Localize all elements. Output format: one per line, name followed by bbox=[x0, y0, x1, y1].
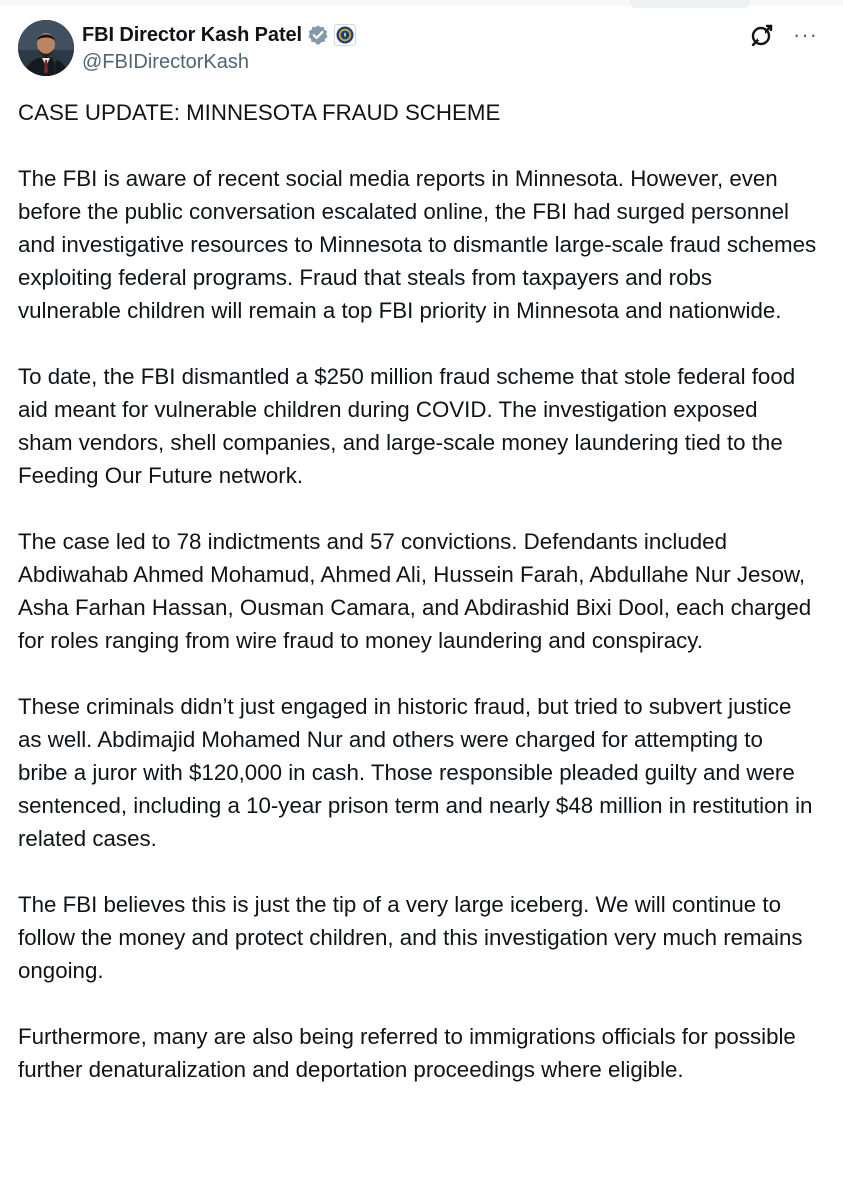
post-paragraph: To date, the FBI dismantled a $250 million fraud scheme that stole federal food aid meant for vulnerable children during COVID. The investigation exposed sham vendors, shell companies, and large-scale money laundering tied to the Feeding Our Future network. bbox=[18, 364, 796, 488]
handle[interactable]: @FBIDirectorKash bbox=[82, 51, 250, 73]
fbi-seal-icon[interactable] bbox=[334, 24, 356, 46]
display-name[interactable]: FBI Director Kash Patel bbox=[82, 23, 302, 46]
header-actions bbox=[749, 22, 818, 48]
avatar-photo bbox=[18, 20, 74, 76]
post-paragraph: The FBI is aware of recent social media reports in Minnesota. However, even before the public conversation escalated online, the FBI had surged personnel and investigative resources to Minnesota to dismantle large-scale fraud schemes exploiting federal programs. Fraud that steals from taxpayers and robs vulnerable children will remain a top FBI priority in Minnesota and nationwide. bbox=[18, 166, 817, 323]
post-paragraph: The FBI believes this is just the tip of a very large iceberg. We will continue to follow the money and protect children, and this investigation very much remains ongoing. bbox=[18, 892, 803, 983]
post-paragraph: Furthermore, many are also being referred to immigrations officials for possible further denaturalization and deportation proceedings where eligible. bbox=[18, 1024, 796, 1082]
post-paragraph: The case led to 78 indictments and 57 convictions. Defendants included Abdiwahab Ahmed Mohamud, Ahmed Ali, Hussein Farah, Abdullahe Nur Jesow, Asha Farhan Hassan, Ousman Camara, and Abdirashid Bixi Dool, each charged for roles ranging from wire fraud to money laundering and conspiracy. bbox=[18, 529, 812, 653]
post-headline: CASE UPDATE: MINNESOTA FRAUD SCHEME bbox=[18, 100, 501, 125]
top-strip-tab bbox=[630, 0, 750, 8]
post-header bbox=[18, 20, 818, 76]
avatar[interactable] bbox=[18, 20, 74, 76]
name-row bbox=[82, 22, 682, 48]
grok-icon[interactable] bbox=[749, 22, 775, 48]
post-paragraph: These criminals didn’t just engaged in historic fraud, but tried to subvert justice as well. Abdimajid Mohamed Nur and others were charged for attempting to bribe a juror with $120,000 in cash. Those responsible pleaded guilty and were sentenced, including a 10-year prison term and nearly $48 million in restitution in related cases. bbox=[18, 694, 813, 851]
verified-check-icon[interactable] bbox=[307, 24, 329, 46]
more-options-icon[interactable]: ··· bbox=[793, 22, 818, 47]
post-body bbox=[18, 96, 818, 1119]
author-block bbox=[82, 22, 682, 74]
